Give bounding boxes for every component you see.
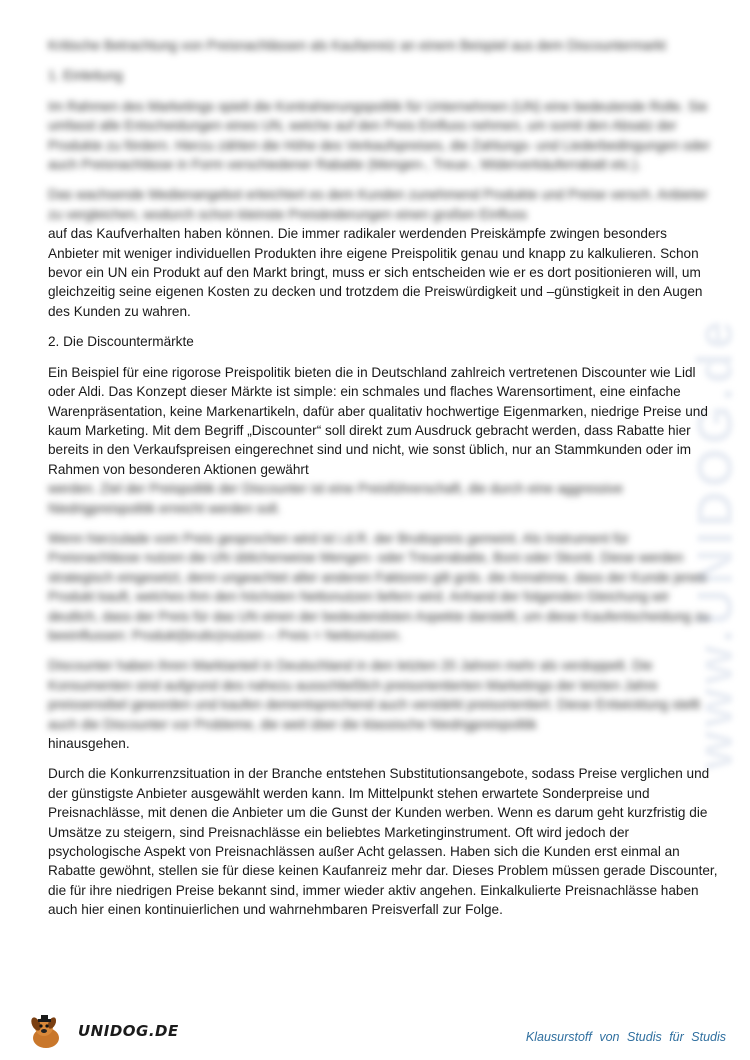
paragraph-2-visible-part: auf das Kaufverhalten haben können. Die immer radikaler werdenden Preiskämpfe zwingen besonders Anbieter mit weniger individuellen Produkten ihre eigene Preispolitik genau und knapp zu kalkulieren. Schon bevor ein UN ein Produkt auf den Markt bringt, muss er sich entscheiden wie er es dort positionieren will, um gleichzeitig seine eigenen Kosten zu decken und trotzdem die Preiswürdigkeit und –günstigkeit in den Augen des Kunden zu wahren. (48, 226, 703, 319)
paragraph-6: Durch die Konkurrenzsituation in der Branche entstehen Substitutionsangebote, sodass Preise verglichen und der günstigste Anbieter ausgewählt werden kann. Im Mittelpunkt stehen erwartete Sonderpreise und Preisnachlässe, mit denen die Anbieter um die Gunst der Kunden werben. Wenn es darum geht kurzfristig die Umsätze zu steigern, sind Preisnachlässe ein beliebtes Marketinginstrument. Oft wird jedoch der psychologische Aspekt von Preisnachlässen außer Acht gelassen. Haben sich die Kunden erst einmal an Rabatte gewöhnt, stellen sie für diese keinen Kaufanreiz mehr dar. Dieses Problem müssen gerade Discounter, die für ihre niedrigen Preise bekannt sind, immer wieder aktiv angehen. Einkalkulierte Preisnachlässe haben auch hier einen kontinuierlichen und wahrnehmbaren Preisverfall zur Folge. (48, 766, 718, 918)
paragraph-3 (48, 363, 718, 518)
paragraph-5 (48, 656, 718, 753)
paragraph-4: Wenn hierzulade vom Preis gesprochen wird ist i.d.R. der Bruttopreis gemeint. Als Instrument für Preisnachlässe nutzen die UN üblicherweise Mengen- oder Treuerabatte, Boni oder Skonti. Diese werden strategisch eingesetzt, denn ungeachtet aller anderen Faktoren gilt grds. die Annahme, dass der Kunde jenes Produkt kauft, welches ihm den höchsten Nettonutzen liefern wird. Anhand der folgenden Gleichung wir deutlich, dass der Preis für das UN einen der bedeutendsten Aspekte darstellt, um diese Kaufentscheidung zu beeinflussen: Produkt(brutto)nutzen – Preis = Nettonutzen. (48, 530, 710, 643)
footer-slogan: Klausurstoff von Studis für Studis (525, 1030, 726, 1044)
section-heading-discounter: 2. Die Discountermärkte (48, 334, 194, 350)
paragraph-3-blurred-part: werden. Ziel der Preispolitik der Discounter ist eine Preisführerschaft, die durch eine aggressive Niedrigpreispolitik erreicht werden soll. (48, 481, 623, 516)
page-footer (0, 1008, 750, 1060)
document-body (48, 36, 718, 931)
paragraph-5-visible-part: hinausgehen. (48, 736, 130, 751)
section-heading-introduction: 1. Einleitung (48, 68, 123, 84)
paragraph-2 (48, 185, 718, 321)
watermark: www.UNIDOG.de (687, 317, 743, 770)
document-title: Kritische Betrachtung von Preisnachlässen als Kaufanreiz an einem Beispiel aus dem Discountermarkt (48, 38, 667, 53)
paragraph-3-visible-part: Ein Beispiel für eine rigorose Preispolitik bieten die in Deutschland zahlreich vertretenen Discounter wie Lidl oder Aldi. Das Konzept dieser Märkte ist simple: ein schmales und flaches Warensortiment, eine einfache Warenpräsentation, keine Markenartikeln, dafür aber qualitativ hochwertige Eigenmarken, niedrige Preise und kaum Marketing. Mit dem Begriff „Discounter“ soll direkt zum Ausdruck gebracht werden, dass Rabatte hier bereits in den Verkaufspreisen eingerechnet sind und nicht, wie sonst üblich, nur an Stammkunden oder im Rahmen von besonderen Aktionen gewährt (48, 364, 708, 477)
paragraph-1: Im Rahmen des Marketings spielt die Kontrahierungspolitik für Unternehmen (UN) eine bedeutende Rolle. Sie umfasst alle Entscheidungen eines UN, welche auf den Preis Einfluss nehmen, um somit den Absatz der Produkte zu fördern. Hierzu zählen die Höhe des Verkaufspreises, die Zahlungs- und Liederbedingungen oder auch Preisnachlässe in Form verschiedener Rabatte (Mengen-, Treue-, Widerverkäuferrabatt etc.). (48, 98, 710, 173)
paragraph-5-blurred-part: Discounter haben ihren Marktanteil in Deutschland in den letzten 20 Jahren mehr als verdoppelt. Die Konsumenten sind aufgrund des nahezu ausschließlich preisorientierten Marketings der letzten Jahre preissensibel geworden und kaufen dementsprechend auch verstärkt preisorientiert. Diese Entwicklung stellt auch die Discounter vor Probleme, die weit über die klassische Niedrigpreispolitik (48, 658, 701, 732)
unidog-logo (22, 1014, 179, 1050)
paragraph-2-blurred-part: Das wachsende Medienangebot erleichtert es dem Kunden zunehmend Produkte und Preise versch. Anbieter zu vergleichen, wodurch schon kleinste Preisänderungen einen großen Einfluss (48, 187, 708, 222)
logo-text: UNIDOG.DE (78, 1022, 179, 1040)
dog-mascot-icon (26, 1014, 66, 1050)
